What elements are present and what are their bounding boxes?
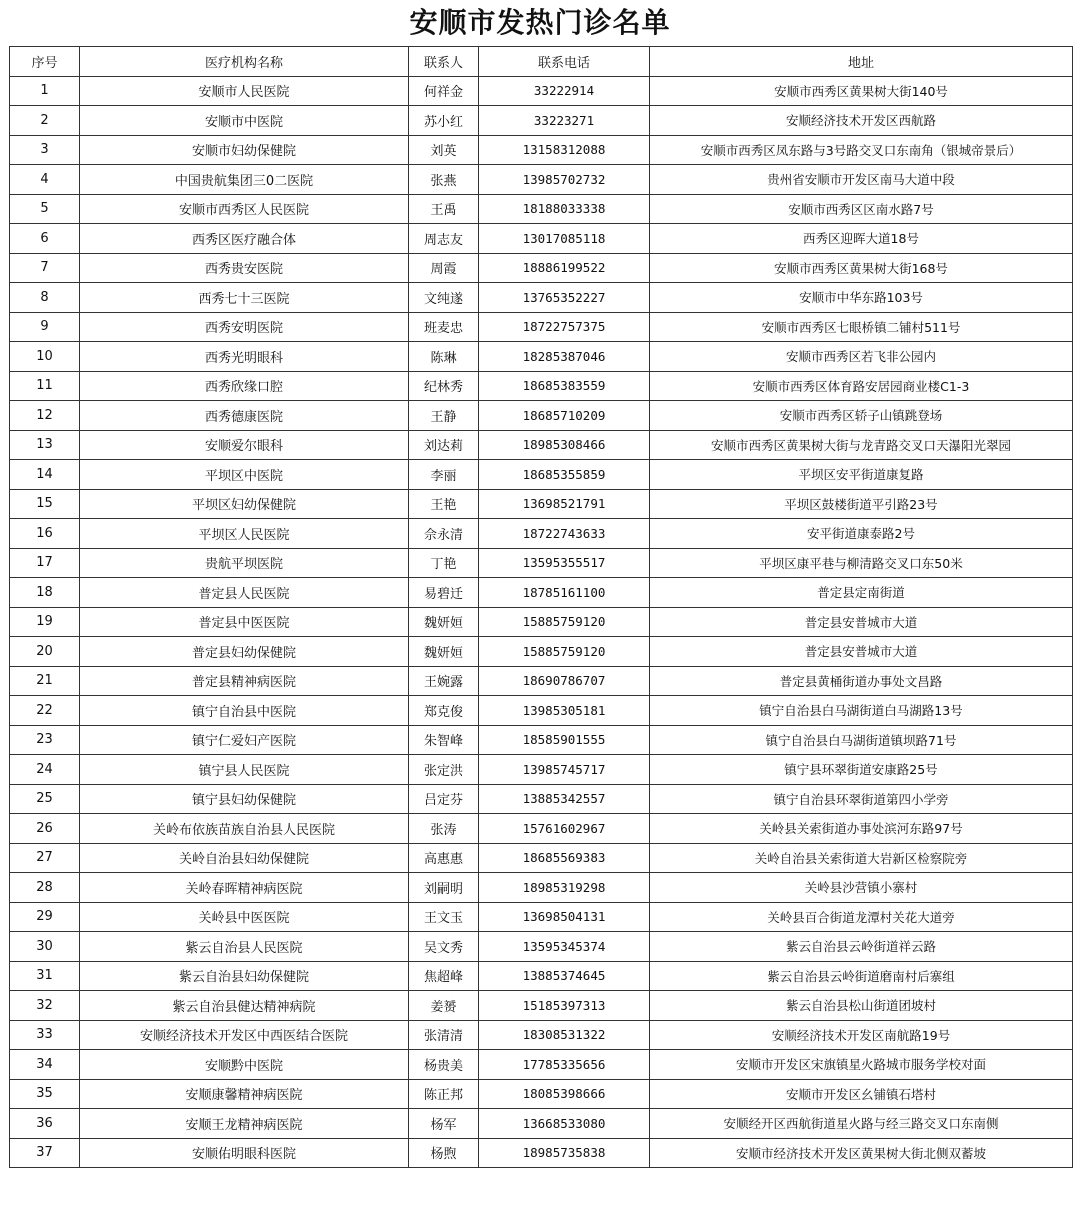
table-row (10, 843, 1073, 873)
row-index: 37 (10, 1138, 80, 1168)
row-index: 32 (10, 991, 80, 1021)
address: 普定县安普城市大道 (650, 637, 1073, 667)
table-row (10, 1050, 1073, 1080)
institution-name: 普定县人民医院 (80, 578, 409, 608)
row-index: 8 (10, 283, 80, 313)
row-index: 20 (10, 637, 80, 667)
contact-person: 朱智峰 (409, 725, 479, 755)
row-index: 11 (10, 371, 80, 401)
institution-name: 安顺市西秀区人民医院 (80, 194, 409, 224)
fever-clinic-table (9, 46, 1073, 1168)
contact-person: 魏妍姮 (409, 607, 479, 637)
contact-phone: 18308531322 (479, 1020, 650, 1050)
institution-name: 中国贵航集团三0二医院 (80, 165, 409, 195)
row-index: 3 (10, 135, 80, 165)
address: 镇宁自治县白马湖街道镇坝路71号 (650, 725, 1073, 755)
contact-person: 张清清 (409, 1020, 479, 1050)
address: 平坝区安平街道康复路 (650, 460, 1073, 490)
table-row (10, 814, 1073, 844)
institution-name: 平坝区妇幼保健院 (80, 489, 409, 519)
address: 普定县黄桶街道办事处文昌路 (650, 666, 1073, 696)
contact-phone: 13985305181 (479, 696, 650, 726)
contact-person: 吕定芬 (409, 784, 479, 814)
institution-name: 安顺经济技术开发区中西医结合医院 (80, 1020, 409, 1050)
row-index: 14 (10, 460, 80, 490)
contact-phone: 18685383559 (479, 371, 650, 401)
address: 关岭县沙营镇小寨村 (650, 873, 1073, 903)
institution-name: 安顺市中医院 (80, 106, 409, 136)
row-index: 34 (10, 1050, 80, 1080)
contact-phone: 13698504131 (479, 902, 650, 932)
row-index: 1 (10, 76, 80, 106)
table-row (10, 106, 1073, 136)
table-row (10, 519, 1073, 549)
contact-person: 杨贵美 (409, 1050, 479, 1080)
table-row (10, 489, 1073, 519)
table-row (10, 135, 1073, 165)
address: 安顺市中华东路103号 (650, 283, 1073, 313)
institution-name: 西秀贵安医院 (80, 253, 409, 283)
table-row (10, 165, 1073, 195)
contact-phone: 18585901555 (479, 725, 650, 755)
address: 平坝区康平巷与柳清路交叉口东50米 (650, 548, 1073, 578)
row-index: 28 (10, 873, 80, 903)
address: 安顺市西秀区若飞非公园内 (650, 342, 1073, 372)
row-index: 25 (10, 784, 80, 814)
contact-person: 张燕 (409, 165, 479, 195)
institution-name: 镇宁自治县中医院 (80, 696, 409, 726)
contact-person: 周霞 (409, 253, 479, 283)
institution-name: 安顺黔中医院 (80, 1050, 409, 1080)
institution-name: 贵航平坝医院 (80, 548, 409, 578)
address: 安顺市开发区幺铺镇石塔村 (650, 1079, 1073, 1109)
contact-person: 王静 (409, 401, 479, 431)
row-index: 17 (10, 548, 80, 578)
institution-name: 西秀欣缘口腔 (80, 371, 409, 401)
row-index: 33 (10, 1020, 80, 1050)
address: 安顺经济技术开发区南航路19号 (650, 1020, 1073, 1050)
contact-person: 陈正邦 (409, 1079, 479, 1109)
address: 安平街道康泰路2号 (650, 519, 1073, 549)
contact-phone: 18685355859 (479, 460, 650, 490)
address: 安顺经开区西航街道星火路与经三路交叉口东南侧 (650, 1109, 1073, 1139)
institution-name: 关岭自治县妇幼保健院 (80, 843, 409, 873)
table-row (10, 253, 1073, 283)
address: 安顺市经济技术开发区黄果树大街北侧双蓄坡 (650, 1138, 1073, 1168)
contact-person: 王文玉 (409, 902, 479, 932)
address: 紫云自治县云岭街道祥云路 (650, 932, 1073, 962)
contact-person: 丁艳 (409, 548, 479, 578)
institution-name: 平坝区人民医院 (80, 519, 409, 549)
contact-phone: 18985308466 (479, 430, 650, 460)
address: 关岭县关索街道办事处滨河东路97号 (650, 814, 1073, 844)
row-index: 26 (10, 814, 80, 844)
address: 安顺市西秀区体育路安居园商业楼C1-3 (650, 371, 1073, 401)
contact-phone: 13985702732 (479, 165, 650, 195)
institution-name: 镇宁县妇幼保健院 (80, 784, 409, 814)
header-index: 序号 (10, 47, 80, 77)
contact-phone: 13698521791 (479, 489, 650, 519)
row-index: 12 (10, 401, 80, 431)
institution-name: 安顺爱尔眼科 (80, 430, 409, 460)
table-row (10, 548, 1073, 578)
table-row (10, 991, 1073, 1021)
table-row (10, 902, 1073, 932)
institution-name: 安顺佑明眼科医院 (80, 1138, 409, 1168)
contact-person: 王婉露 (409, 666, 479, 696)
table-row (10, 283, 1073, 313)
institution-name: 镇宁仁爱妇产医院 (80, 725, 409, 755)
table-row (10, 342, 1073, 372)
contact-phone: 18722743633 (479, 519, 650, 549)
contact-phone: 15761602967 (479, 814, 650, 844)
table-row (10, 666, 1073, 696)
institution-name: 关岭县中医医院 (80, 902, 409, 932)
contact-phone: 15185397313 (479, 991, 650, 1021)
table-row (10, 371, 1073, 401)
table-row (10, 578, 1073, 608)
institution-name: 关岭布依族苗族自治县人民医院 (80, 814, 409, 844)
table-row (10, 460, 1073, 490)
contact-person: 王艳 (409, 489, 479, 519)
contact-phone: 18085398666 (479, 1079, 650, 1109)
contact-phone: 18722757375 (479, 312, 650, 342)
row-index: 19 (10, 607, 80, 637)
row-index: 15 (10, 489, 80, 519)
address: 安顺市西秀区凤东路与3号路交叉口东南角（银城帝景后） (650, 135, 1073, 165)
institution-name: 紫云自治县人民医院 (80, 932, 409, 962)
address: 平坝区鼓楼街道平引路23号 (650, 489, 1073, 519)
row-index: 29 (10, 902, 80, 932)
address: 安顺市西秀区黄果树大街168号 (650, 253, 1073, 283)
institution-name: 普定县妇幼保健院 (80, 637, 409, 667)
contact-phone: 18188033338 (479, 194, 650, 224)
table-row (10, 194, 1073, 224)
table-row (10, 1079, 1073, 1109)
table-row (10, 696, 1073, 726)
contact-person: 周志友 (409, 224, 479, 254)
row-index: 35 (10, 1079, 80, 1109)
contact-phone: 13885374645 (479, 961, 650, 991)
table-row (10, 224, 1073, 254)
table-row (10, 76, 1073, 106)
contact-phone: 18785161100 (479, 578, 650, 608)
address: 镇宁自治县环翠街道第四小学旁 (650, 784, 1073, 814)
table-row (10, 961, 1073, 991)
header-contact: 联系人 (409, 47, 479, 77)
contact-person: 刘达莉 (409, 430, 479, 460)
address: 安顺市开发区宋旗镇星火路城市服务学校对面 (650, 1050, 1073, 1080)
contact-phone: 13885342557 (479, 784, 650, 814)
contact-phone: 17785335656 (479, 1050, 650, 1080)
row-index: 6 (10, 224, 80, 254)
contact-phone: 18685569383 (479, 843, 650, 873)
address: 安顺市西秀区黄果树大街与龙青路交叉口天瀑阳光翠园 (650, 430, 1073, 460)
address: 关岭县百合街道龙潭村关花大道旁 (650, 902, 1073, 932)
row-index: 10 (10, 342, 80, 372)
institution-name: 西秀七十三医院 (80, 283, 409, 313)
row-index: 21 (10, 666, 80, 696)
contact-person: 姜赟 (409, 991, 479, 1021)
address: 安顺经济技术开发区西航路 (650, 106, 1073, 136)
institution-name: 平坝区中医院 (80, 460, 409, 490)
page-title: 安顺市发热门诊名单 (409, 6, 671, 39)
address: 紫云自治县松山街道团坡村 (650, 991, 1073, 1021)
header-institution: 医疗机构名称 (80, 47, 409, 77)
contact-person: 陈琳 (409, 342, 479, 372)
contact-person: 纪林秀 (409, 371, 479, 401)
institution-name: 西秀德康医院 (80, 401, 409, 431)
institution-name: 紫云自治县健达精神病院 (80, 991, 409, 1021)
contact-person: 杨军 (409, 1109, 479, 1139)
row-index: 18 (10, 578, 80, 608)
contact-phone: 18985735838 (479, 1138, 650, 1168)
contact-phone: 15885759120 (479, 607, 650, 637)
contact-person: 苏小红 (409, 106, 479, 136)
contact-phone: 33222914 (479, 76, 650, 106)
institution-name: 西秀光明眼科 (80, 342, 409, 372)
address: 安顺市西秀区黄果树大街140号 (650, 76, 1073, 106)
table-row (10, 430, 1073, 460)
contact-phone: 15885759120 (479, 637, 650, 667)
contact-person: 郑克俊 (409, 696, 479, 726)
address: 安顺市西秀区七眼桥镇二铺村511号 (650, 312, 1073, 342)
institution-name: 安顺市妇幼保健院 (80, 135, 409, 165)
table-row (10, 755, 1073, 785)
table-body (10, 76, 1073, 1168)
contact-phone: 18886199522 (479, 253, 650, 283)
contact-person: 吴文秀 (409, 932, 479, 962)
row-index: 24 (10, 755, 80, 785)
row-index: 2 (10, 106, 80, 136)
contact-phone: 13017085118 (479, 224, 650, 254)
address: 西秀区迎晖大道18号 (650, 224, 1073, 254)
contact-person: 张定洪 (409, 755, 479, 785)
institution-name: 关岭春晖精神病医院 (80, 873, 409, 903)
row-index: 13 (10, 430, 80, 460)
table-row (10, 401, 1073, 431)
contact-person: 刘英 (409, 135, 479, 165)
address: 关岭自治县关索街道大岩新区检察院旁 (650, 843, 1073, 873)
contact-person: 班麦忠 (409, 312, 479, 342)
address: 安顺市西秀区轿子山镇跳登场 (650, 401, 1073, 431)
contact-person: 高惠惠 (409, 843, 479, 873)
row-index: 36 (10, 1109, 80, 1139)
address: 普定县安普城市大道 (650, 607, 1073, 637)
table-row (10, 932, 1073, 962)
contact-phone: 13668533080 (479, 1109, 650, 1139)
contact-person: 刘嗣明 (409, 873, 479, 903)
institution-name: 西秀安明医院 (80, 312, 409, 342)
address: 安顺市西秀区区南水路7号 (650, 194, 1073, 224)
row-index: 30 (10, 932, 80, 962)
header-address: 地址 (650, 47, 1073, 77)
row-index: 22 (10, 696, 80, 726)
address: 普定县定南街道 (650, 578, 1073, 608)
contact-phone: 18690786707 (479, 666, 650, 696)
row-index: 27 (10, 843, 80, 873)
contact-phone: 13765352227 (479, 283, 650, 313)
contact-person: 张涛 (409, 814, 479, 844)
address: 紫云自治县云岭街道磨南村后寨组 (650, 961, 1073, 991)
contact-phone: 33223271 (479, 106, 650, 136)
table-row (10, 312, 1073, 342)
table-row (10, 725, 1073, 755)
table-row (10, 784, 1073, 814)
contact-person: 王禹 (409, 194, 479, 224)
contact-phone: 13595355517 (479, 548, 650, 578)
institution-name: 普定县精神病医院 (80, 666, 409, 696)
row-index: 7 (10, 253, 80, 283)
address: 贵州省安顺市开发区南马大道中段 (650, 165, 1073, 195)
contact-person: 魏妍姮 (409, 637, 479, 667)
contact-phone: 13985745717 (479, 755, 650, 785)
contact-phone: 13595345374 (479, 932, 650, 962)
row-index: 9 (10, 312, 80, 342)
institution-name: 安顺王龙精神病医院 (80, 1109, 409, 1139)
institution-name: 安顺康馨精神病医院 (80, 1079, 409, 1109)
table-row (10, 1138, 1073, 1168)
table-row (10, 607, 1073, 637)
institution-name: 普定县中医医院 (80, 607, 409, 637)
contact-phone: 13158312088 (479, 135, 650, 165)
table-row (10, 1109, 1073, 1139)
table-row (10, 1020, 1073, 1050)
row-index: 4 (10, 165, 80, 195)
contact-person: 易碧迁 (409, 578, 479, 608)
row-index: 5 (10, 194, 80, 224)
header-phone: 联系电话 (479, 47, 650, 77)
row-index: 16 (10, 519, 80, 549)
contact-person: 李丽 (409, 460, 479, 490)
contact-person: 焦超峰 (409, 961, 479, 991)
contact-phone: 18985319298 (479, 873, 650, 903)
contact-phone: 18285387046 (479, 342, 650, 372)
contact-phone: 18685710209 (479, 401, 650, 431)
contact-person: 文纯遂 (409, 283, 479, 313)
row-index: 31 (10, 961, 80, 991)
table-row (10, 873, 1073, 903)
institution-name: 紫云自治县妇幼保健院 (80, 961, 409, 991)
contact-person: 杨煦 (409, 1138, 479, 1168)
table-row (10, 637, 1073, 667)
contact-person: 何祥金 (409, 76, 479, 106)
table-header-row (10, 47, 1073, 77)
institution-name: 安顺市人民医院 (80, 76, 409, 106)
institution-name: 西秀区医疗融合体 (80, 224, 409, 254)
institution-name: 镇宁县人民医院 (80, 755, 409, 785)
row-index: 23 (10, 725, 80, 755)
contact-person: 佘永清 (409, 519, 479, 549)
address: 镇宁县环翠街道安康路25号 (650, 755, 1073, 785)
address: 镇宁自治县白马湖街道白马湖路13号 (650, 696, 1073, 726)
